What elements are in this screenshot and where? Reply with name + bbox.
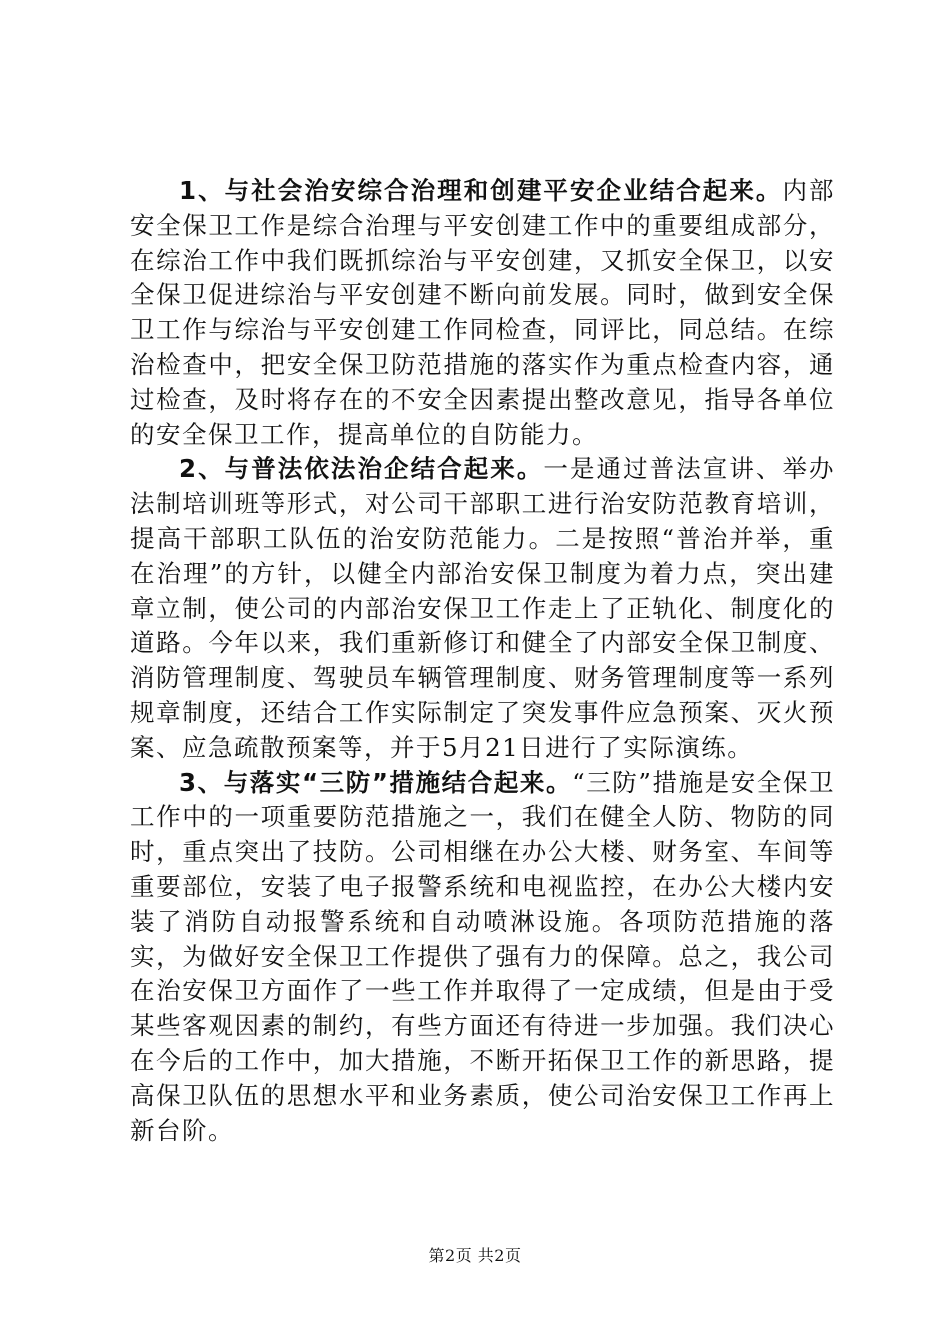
paragraph-1-text: 内部安全保卫工作是综合治理与平安创建工作中的重要组成部分，在综治工作中我们既抓综治与平安创建，又抓安全保卫，以安全保卫促进综治与平安创建不断向前发展。同时，做到安全保卫工作与综治与平安创建工作同检查，同评比，同总结。在综治检查中，把安全保卫防范措施的落实作为重点检查内容，通过检查，及时将存在的不安全因素提出整改意见，指导各单位的安全保卫工作，提高单位的自防能力。 bbox=[130, 176, 835, 449]
paragraph-2-heading: 2、与普法依法治企结合起来。 bbox=[179, 454, 544, 484]
paragraph-2-text: 一是通过普法宣讲、举办法制培训班等形式，对公司干部职工进行治安防范教育培训，提高干部职工队伍的治安防范能力。二是按照“普治并举，重在治理”的方针，以健全内部治安保卫制度为着力点，突出建章立制，使公司的内部治安保卫工作走上了正轨化、制度化的道路。今年以来，我们重新修订和健全了内部安全保卫制度、消防管理制度、驾驶员车辆管理制度、财务管理制度等一系列规章制度，还结合工作实际制定了突发事件应急预案、灭火预案、应急疏散预案等，并于5月21日进行了实际演练。 bbox=[130, 454, 836, 762]
paragraph-1 bbox=[130, 174, 835, 452]
paragraph-3 bbox=[130, 766, 835, 1149]
page-footer: 第2页 共2页 bbox=[428, 1246, 522, 1265]
paragraph-3-text: “三防”措施是安全保卫工作中的一项重要防范措施之一，我们在健全人防、物防的同时，重点突出了技防。公司相继在办公大楼、财务室、车间等重要部位，安装了电子报警系统和电视监控，在办公大楼内安装了消防自动报警系统和自动喷淋设施。各项防范措施的落实，为做好安全保卫工作提供了强有力的保障。总之，我公司在治安保卫方面作了一些工作并取得了一定成绩，但是由于受某些客观因素的制约，有些方面还有待进一步加强。我们决心在今后的工作中，加大措施，不断开拓保卫工作的新思路，提高保卫队伍的思想水平和业务素质，使公司治安保卫工作再上新台阶。 bbox=[130, 767, 836, 1145]
paragraph-3-heading: 3、与落实“三防”措施结合起来。 bbox=[179, 767, 573, 797]
paragraph-1-heading: 1、与社会治安综合治理和创建平安企业结合起来。 bbox=[179, 176, 783, 205]
paragraph-2 bbox=[130, 452, 835, 765]
document-body bbox=[130, 174, 835, 1148]
